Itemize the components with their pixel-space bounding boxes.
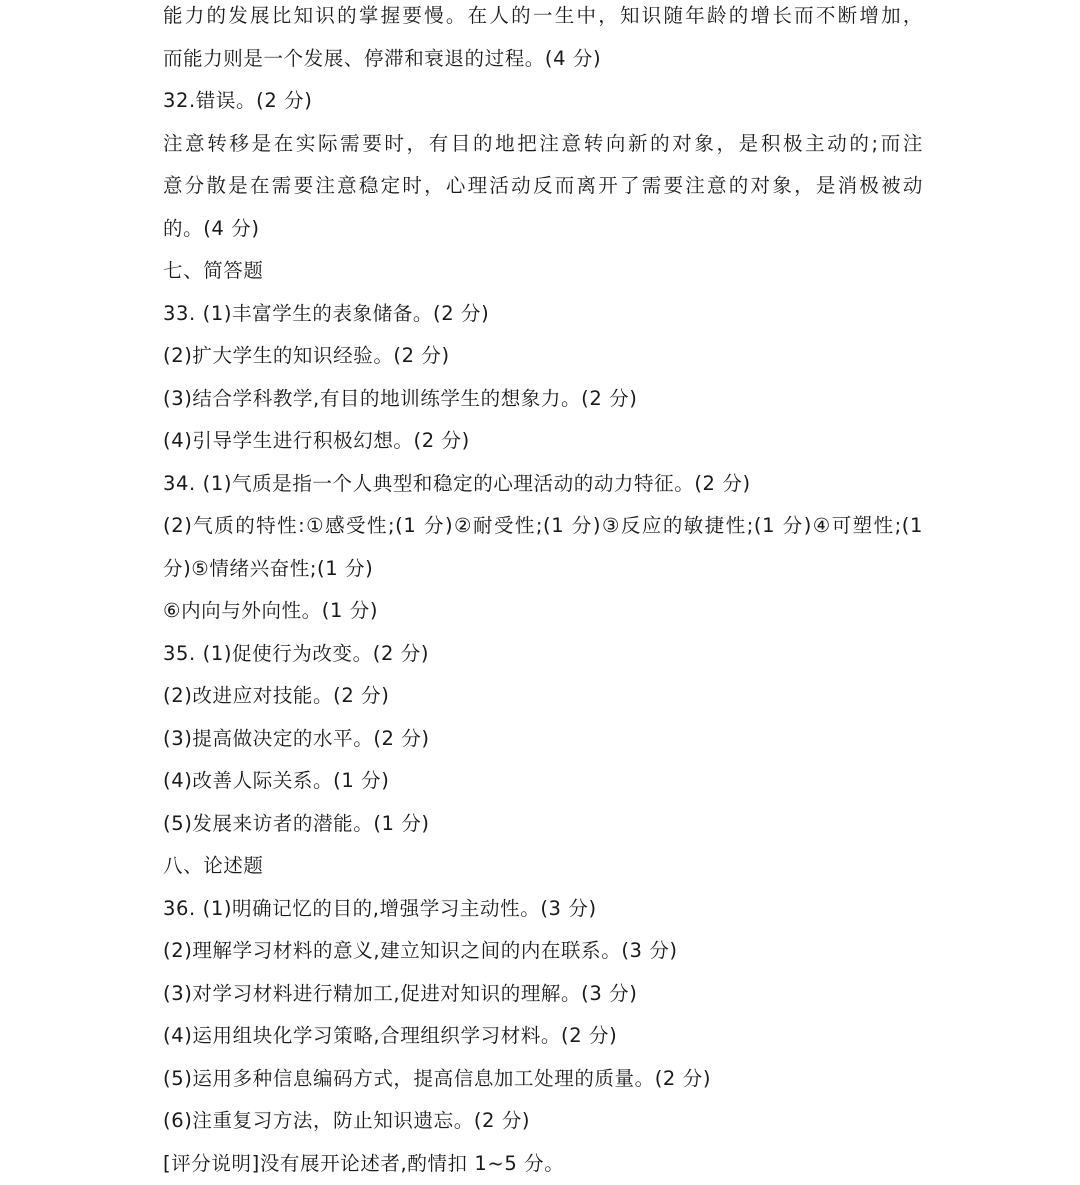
section-heading-essay: 八、论述题 [163,845,923,888]
answer-text-body [163,0,923,1185]
question-35-item: (5)发展来访者的潜能。(1 分) [163,803,923,846]
question-33-item: (2)扩大学生的知识经验。(2 分) [163,335,923,378]
question-36-item: 36. (1)明确记忆的目的,增强学习主动性。(3 分) [163,888,923,931]
question-32-answer: 32.错误。(2 分) [163,80,923,123]
text-line: 能力的发展比知识的掌握要慢。在人的一生中，知识随年龄的增长而不断增加， [163,0,923,38]
question-33-item: (4)引导学生进行积极幻想。(2 分) [163,420,923,463]
question-36-item: (5)运用多种信息编码方式，提高信息加工处理的质量。(2 分) [163,1058,923,1101]
text-line: 的。(4 分) [163,208,923,251]
question-34-item: 34. (1)气质是指一个人典型和稳定的心理活动的动力特征。(2 分) [163,463,923,506]
scoring-note: [评分说明]没有展开论述者,酌情扣 1~5 分。 [163,1143,923,1185]
question-35-item: (2)改进应对技能。(2 分) [163,675,923,718]
question-35-item: (3)提高做决定的水平。(2 分) [163,718,923,761]
question-33-item: (3)结合学科教学,有目的地训练学生的想象力。(2 分) [163,378,923,421]
question-36-item: (3)对学习材料进行精加工,促进对知识的理解。(3 分) [163,973,923,1016]
text-line: 而能力则是一个发展、停滞和衰退的过程。(4 分) [163,38,923,81]
question-36-item: (2)理解学习材料的意义,建立知识之间的内在联系。(3 分) [163,930,923,973]
question-35-item: (4)改善人际关系。(1 分) [163,760,923,803]
question-34-item: ⑥内向与外向性。(1 分) [163,590,923,633]
question-36-item: (4)运用组块化学习策略,合理组织学习材料。(2 分) [163,1015,923,1058]
question-36-item: (6)注重复习方法，防止知识遗忘。(2 分) [163,1100,923,1143]
question-34-item: 分)⑤情绪兴奋性;(1 分) [163,548,923,591]
question-34-item: (2)气质的特性:①感受性;(1 分)②耐受性;(1 分)③反应的敏捷性;(1 分)④可塑性;(1 [163,505,923,548]
question-33-item: 33. (1)丰富学生的表象储备。(2 分) [163,293,923,336]
question-35-item: 35. (1)促使行为改变。(2 分) [163,633,923,676]
section-heading-short-answer: 七、简答题 [163,250,923,293]
text-line: 注意转移是在实际需要时，有目的地把注意转向新的对象，是积极主动的;而注 [163,123,923,166]
text-line: 意分散是在需要注意稳定时，心理活动反而离开了需要注意的对象，是消极被动 [163,165,923,208]
